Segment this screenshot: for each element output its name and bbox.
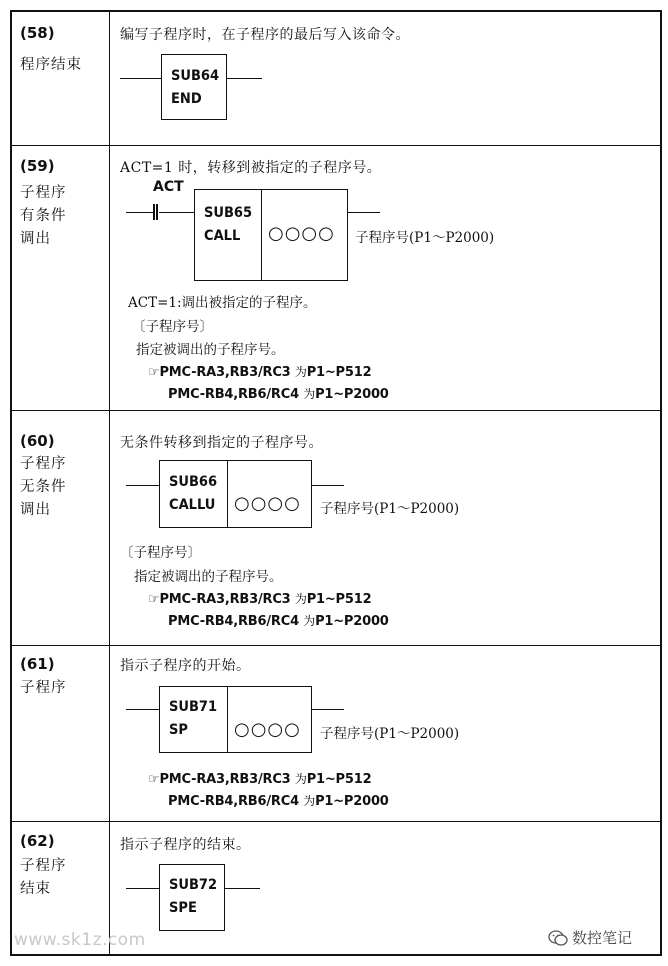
param-label: 子程序号(P1～P2000) — [320, 726, 460, 742]
row-62-name-line1: 子程序 — [20, 858, 67, 874]
pointing-hand-icon: ☞ — [148, 365, 160, 380]
ladder-wire-contact — [159, 212, 194, 213]
block-code: SUB66 — [169, 474, 218, 490]
param-circles: ○○○○ — [234, 493, 301, 514]
block-mnemonic: CALLU — [169, 497, 216, 513]
ladder-wire-right — [312, 709, 344, 710]
system-models: PMC-RB4,RB6/RC4 — [168, 387, 299, 402]
ladder-wire-right — [225, 888, 260, 889]
sub72-function-block — [159, 864, 225, 931]
system-line — [148, 588, 371, 611]
sub64-function-block — [161, 54, 227, 120]
account-name: 数控笔记 — [572, 929, 633, 947]
row-59-name-line2: 有条件 — [20, 208, 67, 224]
block-divider — [227, 461, 228, 527]
system-models: PMC-RA3,RB3/RC3 — [159, 592, 291, 607]
row-61-name: 子程序 — [20, 680, 67, 696]
act-contact-symbol — [153, 204, 158, 220]
system-word: 为 — [303, 794, 316, 808]
note-line: 指定被调出的子程序号。 — [136, 342, 285, 358]
row-61-number: (61) — [20, 655, 55, 673]
row-60-name-line3: 调出 — [20, 502, 51, 518]
system-line — [168, 610, 389, 633]
row-divider — [12, 145, 660, 146]
pointing-hand-icon: ☞ — [148, 772, 160, 787]
row-60-name-line1: 子程序 — [20, 456, 67, 472]
row-58-name: 程序结束 — [20, 57, 82, 73]
row-60-description: 无条件转移到指定的子程序号。 — [120, 435, 323, 451]
system-range: P1~P2000 — [315, 614, 389, 629]
system-models: PMC-RA3,RB3/RC3 — [159, 772, 291, 787]
row-62-name-line2: 结束 — [20, 881, 51, 897]
block-mnemonic: CALL — [204, 228, 241, 244]
wechat-icon — [548, 929, 568, 947]
row-62-number: (62) — [20, 832, 55, 850]
row-60-name-line2: 无条件 — [20, 479, 67, 495]
system-line — [148, 361, 371, 384]
row-58-description: 编写子程序时，在子程序的最后写入该命令。 — [120, 27, 410, 43]
block-code: SUB65 — [204, 205, 253, 221]
ladder-wire-right — [312, 485, 344, 486]
block-code: SUB64 — [171, 68, 220, 84]
row-60-number: (60) — [20, 432, 55, 450]
block-code: SUB71 — [169, 699, 218, 715]
ladder-wire-left — [126, 485, 160, 486]
param-circles: ○○○○ — [268, 223, 335, 244]
site-watermark: www.sk1z.com — [14, 930, 146, 950]
ladder-wire-left — [126, 709, 160, 710]
block-mnemonic: SP — [169, 722, 188, 738]
row-divider — [12, 410, 660, 411]
row-divider — [12, 645, 660, 646]
param-label: 子程序号(P1～P2000) — [355, 230, 495, 246]
row-59-name-line1: 子程序 — [20, 185, 67, 201]
block-divider — [261, 190, 262, 280]
system-word: 为 — [294, 365, 307, 379]
instruction-table — [10, 10, 662, 956]
system-range: P1~P2000 — [315, 387, 389, 402]
block-mnemonic: SPE — [169, 900, 197, 916]
ladder-wire-right — [348, 212, 380, 213]
row-divider — [12, 821, 660, 822]
note-line: 〔子程序号〕 — [120, 545, 201, 561]
system-word: 为 — [303, 614, 316, 628]
row-59-name-line3: 调出 — [20, 231, 51, 247]
system-line — [148, 768, 371, 791]
param-label: 子程序号(P1～P2000) — [320, 501, 460, 517]
note-line: 指定被调出的子程序号。 — [134, 569, 283, 585]
block-code: SUB72 — [169, 877, 218, 893]
block-divider — [227, 687, 228, 752]
system-word: 为 — [303, 387, 316, 401]
system-models: PMC-RB4,RB6/RC4 — [168, 794, 299, 809]
ladder-wire-left — [120, 78, 162, 79]
system-models: PMC-RA3,RB3/RC3 — [159, 365, 291, 380]
system-word: 为 — [294, 592, 307, 606]
note-line: ACT=1:调出被指定的子程序。 — [128, 295, 317, 311]
system-range: P1~P2000 — [315, 794, 389, 809]
system-line — [168, 383, 389, 406]
system-line — [168, 790, 389, 813]
block-mnemonic: END — [171, 91, 202, 107]
note-line: 〔子程序号〕 — [132, 319, 213, 335]
sub71-function-block — [159, 686, 312, 753]
row-61-description: 指示子程序的开始。 — [120, 658, 251, 674]
ladder-wire-right — [227, 78, 262, 79]
row-58-number: (58) — [20, 24, 55, 42]
param-circles: ○○○○ — [234, 719, 301, 740]
column-divider — [109, 12, 110, 954]
system-word: 为 — [294, 772, 307, 786]
account-watermark — [548, 927, 632, 948]
row-62-description: 指示子程序的结束。 — [120, 837, 251, 853]
ladder-wire-left — [126, 212, 153, 213]
system-range: P1~P512 — [306, 592, 372, 607]
sub66-function-block — [159, 460, 312, 528]
row-59-description: ACT=1 时，转移到被指定的子程序号。 — [120, 160, 382, 176]
sub65-function-block — [194, 189, 348, 281]
system-models: PMC-RB4,RB6/RC4 — [168, 614, 299, 629]
act-contact-label: ACT — [153, 179, 184, 195]
row-59-number: (59) — [20, 157, 55, 175]
system-range: P1~P512 — [306, 772, 372, 787]
system-range: P1~P512 — [306, 365, 372, 380]
pointing-hand-icon: ☞ — [148, 592, 160, 607]
ladder-wire-left — [126, 888, 160, 889]
